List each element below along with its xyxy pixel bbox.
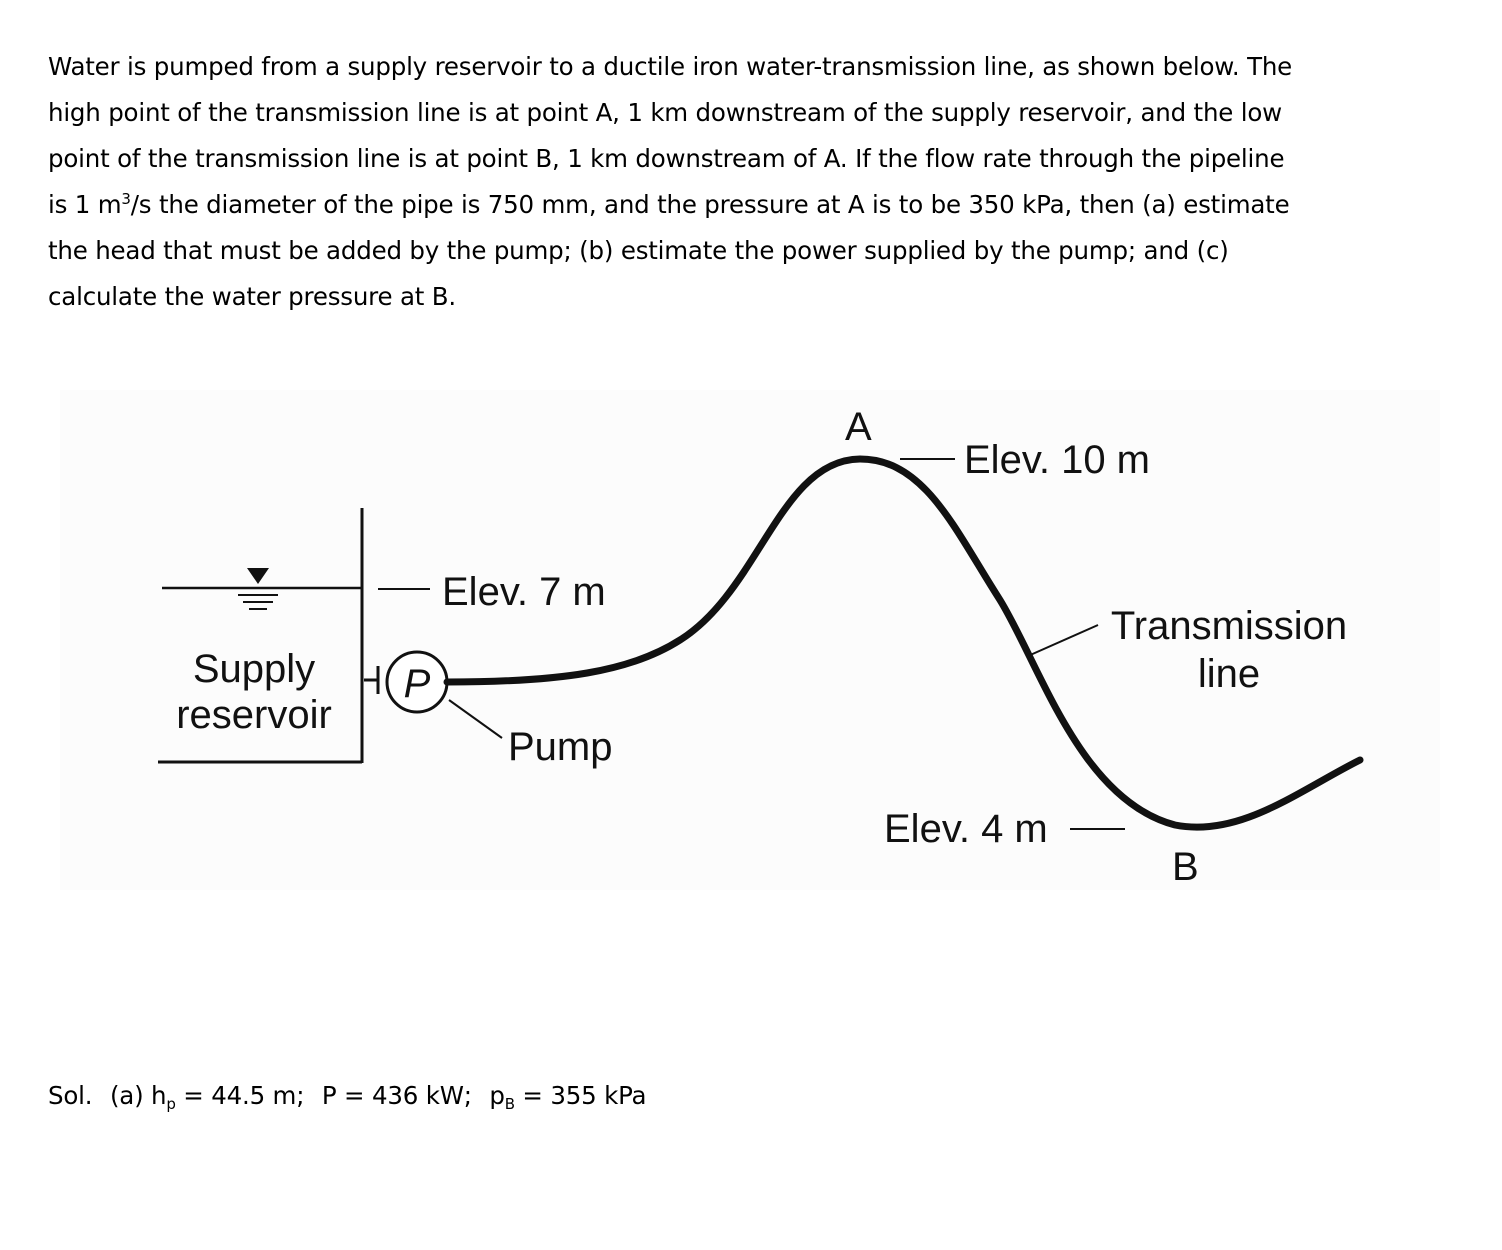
solution-part-a-sub: p xyxy=(166,1095,176,1113)
elevation-b-label: Elev. 4 m xyxy=(884,807,1048,851)
elevation-reservoir-label: Elev. 7 m xyxy=(442,570,606,614)
solution-part-a-value: = 44.5 m; xyxy=(175,1081,305,1110)
line-label: line xyxy=(1197,652,1261,696)
point-a-label: A xyxy=(845,405,872,449)
supply-label: Supply xyxy=(192,647,316,691)
solution-part-c-sub: B xyxy=(504,1095,515,1113)
pump-label: Pump xyxy=(508,725,613,769)
problem-line-4-rest: the diameter of the pipe is 750 mm, and the pressure at A is to be 350 kPa, then (a) estimate xyxy=(158,190,1290,219)
flow-rate-suffix: /s xyxy=(130,190,159,219)
flow-rate-exponent: 3 xyxy=(121,190,131,208)
problem-line-3: point of the transmission line is at point B, 1 km downstream of A. If the flow rate through the pipeline xyxy=(48,144,1285,173)
flow-rate-prefix: is 1 m xyxy=(48,190,122,219)
solution-part-c: p xyxy=(489,1081,505,1110)
point-b-label: B xyxy=(1172,845,1199,889)
solution-part-a: (a) h xyxy=(109,1081,167,1110)
solution-part-c-value: = 355 kPa xyxy=(514,1081,647,1110)
problem-line-1: Water is pumped from a supply reservoir to a ductile iron water-transmission line, as shown below. The xyxy=(48,52,1293,81)
solution-line xyxy=(48,1076,646,1116)
problem-line-5: the head that must be added by the pump; (b) estimate the power supplied by the pump; and (c) xyxy=(48,236,1229,265)
transmission-label: Transmission xyxy=(1110,604,1348,648)
pump-symbol-label: P xyxy=(403,662,431,706)
reservoir-label: reservoir xyxy=(176,693,332,737)
solution-part-b: P = 436 kW; xyxy=(321,1081,472,1110)
solution-prefix: Sol. xyxy=(48,1081,93,1110)
problem-line-2: high point of the transmission line is at point A, 1 km downstream of the supply reservoir, and the low xyxy=(48,98,1282,127)
elevation-a-label: Elev. 10 m xyxy=(964,438,1150,482)
problem-line-6: calculate the water pressure at B. xyxy=(48,282,456,311)
